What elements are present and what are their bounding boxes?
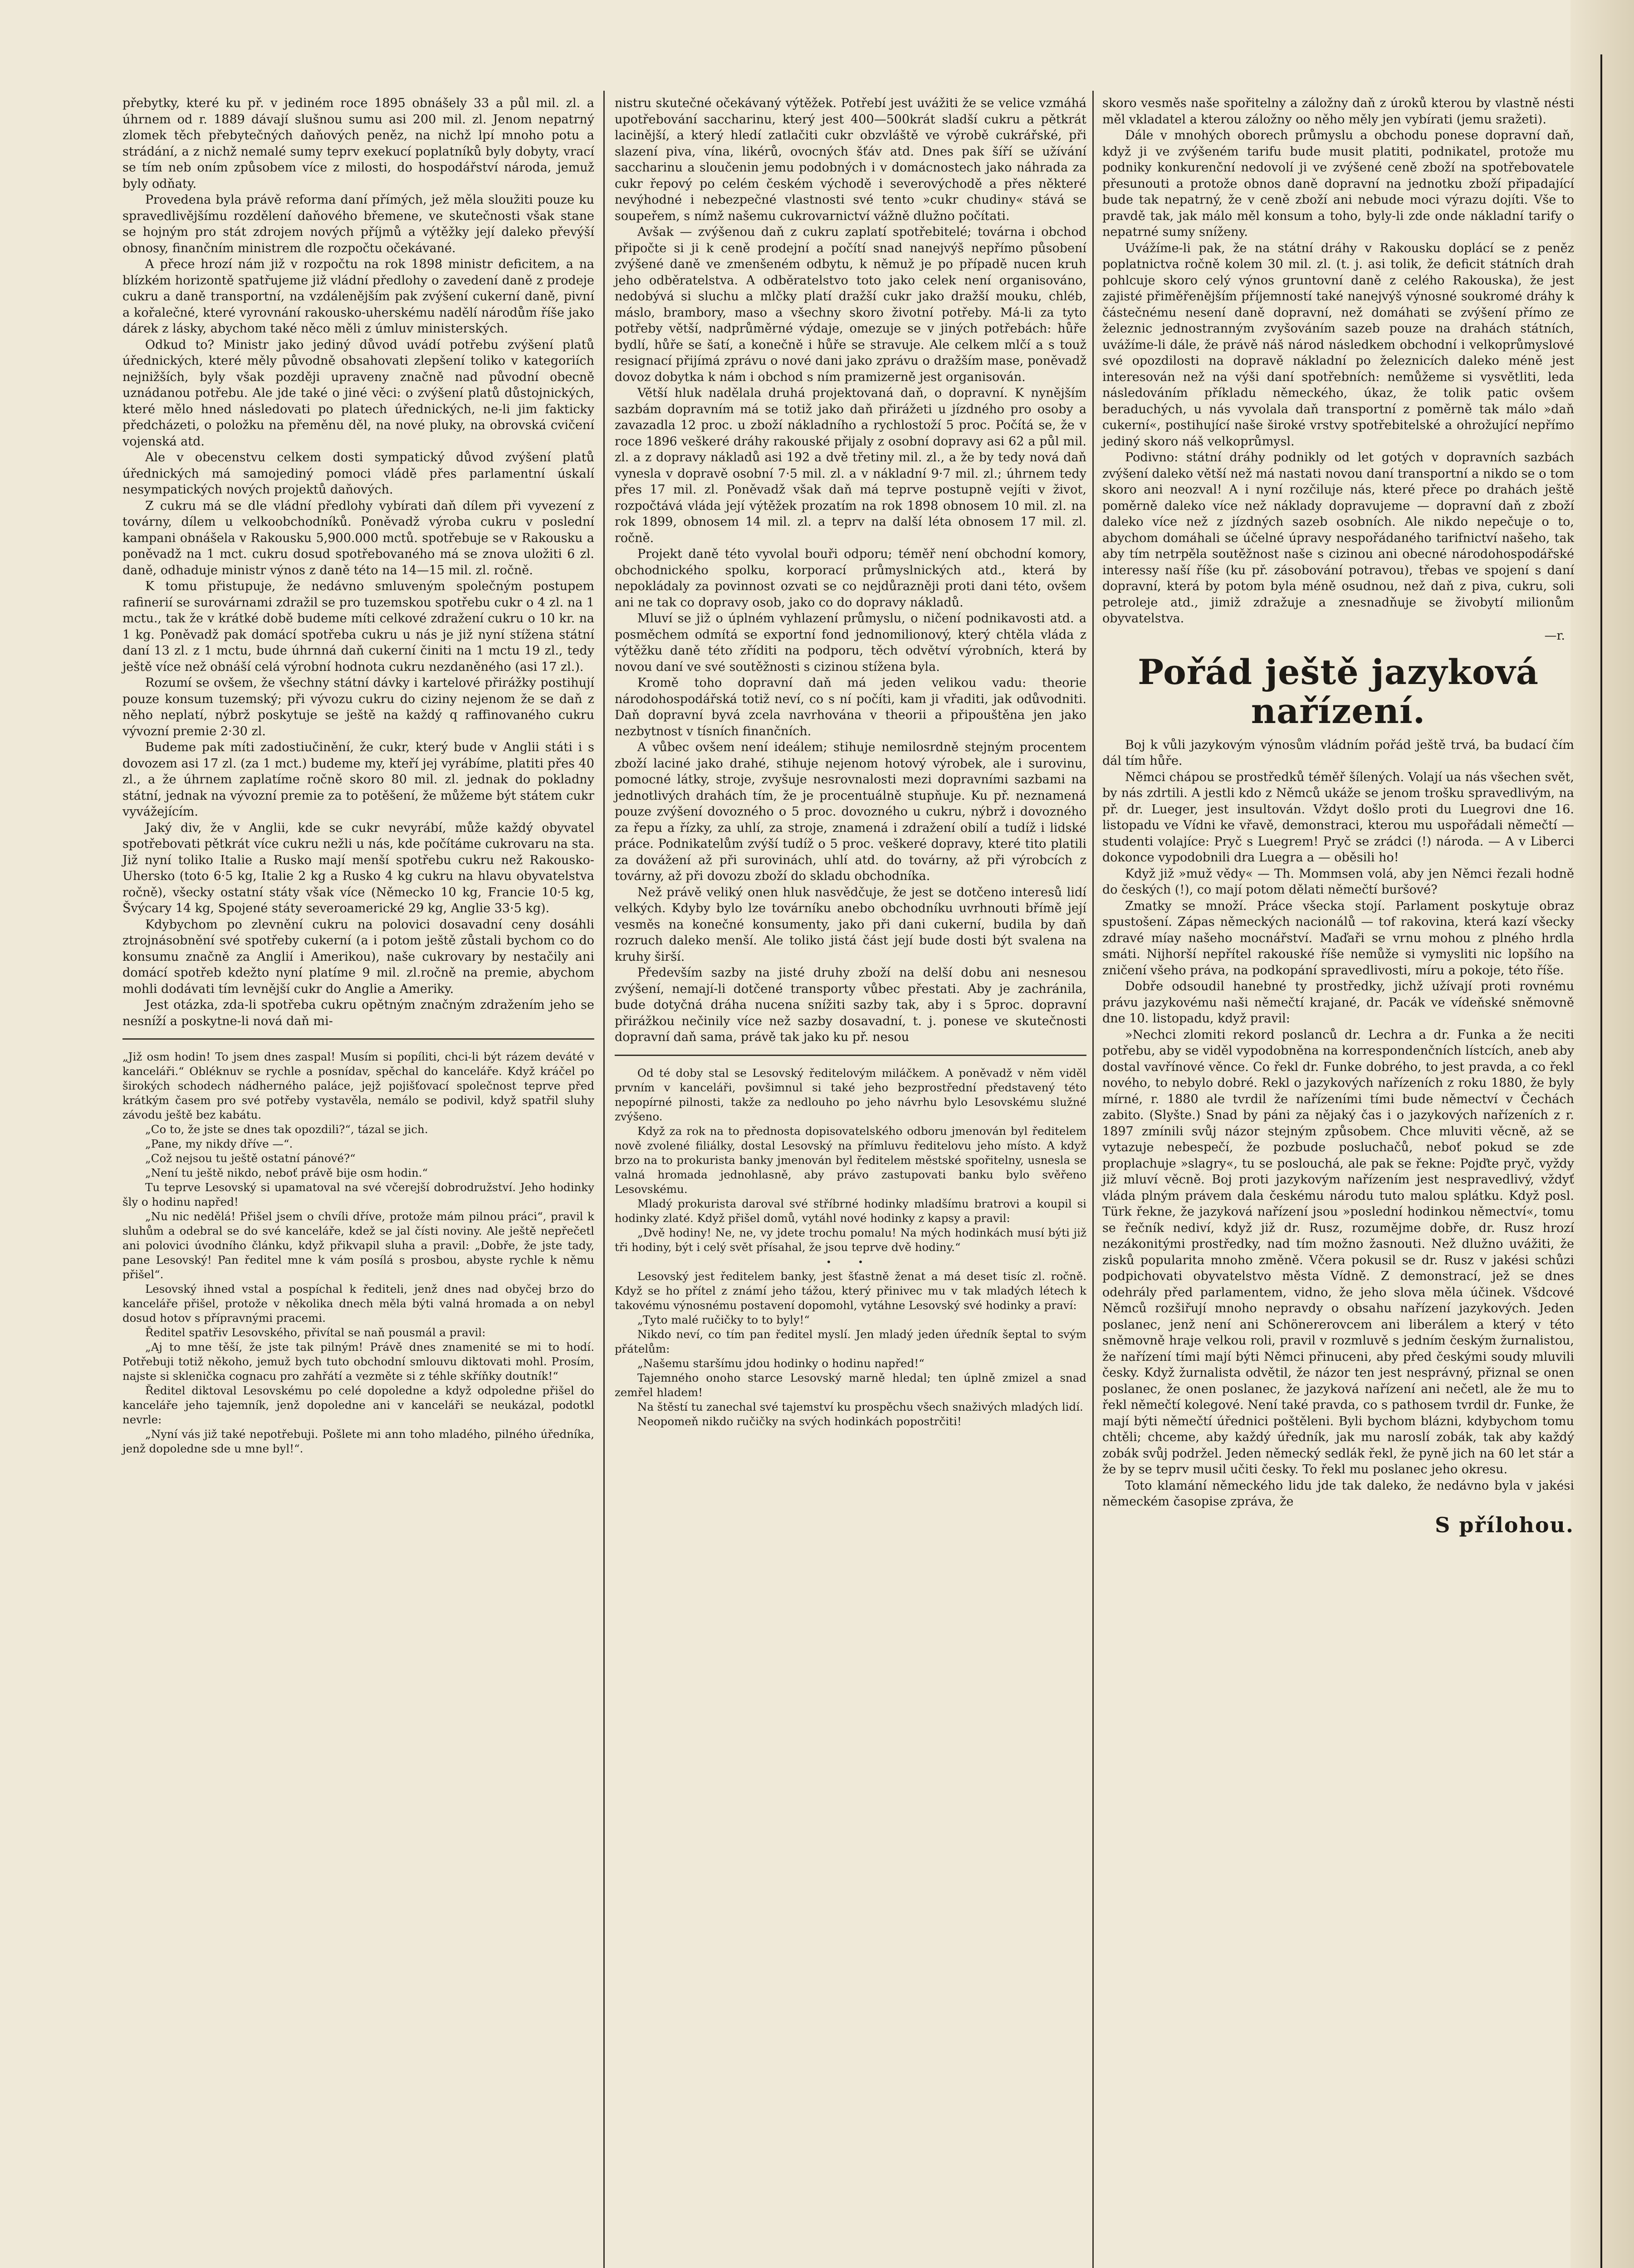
paragraph: „Není tu ještě nikdo, neboť právě bije osm hodin.“ — [145, 1166, 428, 1179]
paragraph: skoro vesměs naše spořitelny a záložny daň z úroků kterou by vlastně nésti měl vkladatel a kterou záložny oo něho měly jen vybírati (jemu sražeti). — [1102, 96, 1574, 127]
paragraph: Jest otázka, zda-li spotřeba cukru opětným značným zdražením jeho se nesníží a poskytne-li nová daň mi- — [122, 998, 594, 1028]
paragraph: »Nechci zlomiti rekord poslanců dr. Lechra a dr. Funka a že neciti potřebu, aby se viděl vypodobněna na korrespondenčních lístcích, aneb aby dostal vavřínové věnce. Co řekl dr. Funke dobrého, to jest pravda, a co řekl nového, to nebylo dobré. Rekl o jazykových nařízeních z roku 1880, že byly mírné, r. 1880 ale tvrdil že nařízeními tími bude němectví v Čechách zabito. (Slyšte.) Snad by páni za nějaký čas i o jazykových nařízeních z r. 1897 zmínili svůj názor stejným způsobem. Chce mluviti věcně, až se vytazuje nebespečí, že pozbude posluchačů, neboť pokud se zde proplachuje »slagry«, tu se poslouchá, ale pak se řekne: Pojďte pryč, vyždy již mluví věcně. Boj proti jazykovým nařízením jest nespravedlivý, vždyť vláda plným právem dala českému národu tuto malou splátku. Když posl. Türk řekne, že jazyková nařízení jsou »poslední hodinkou němectví«, tomu se řečník nediví, když již dr. Rusz, rozumějme dobře, dr. Rusz hrozí nezákonitými prostředky, nad tím možno žasnouti. Než dlužno uvážiti, že zisků popularita mnoho změně. Včera pokusil se dr. Rusz v jakési schůzi podpichovati obyvatelstvo města Vídně. Z demonstrací, jež se dnes odehrály před parlamentem, vidno, že jeho slova měla účinek. Všdcové Němců rozšiřují mnoho nepravdy o obsahu nařízení jazykových. Jeden poslanec, jenž není ani Schönererovcem ani liberálem a který v této sněmovně hraje velkou roli, pravil v rozmluvě s jedním českým žurnalistou, že nařízení tími mají býti Němci přinuceni, aby před českými soudy mluvili česky. Když žurnalista odvětil, že názor ten jest nesprávný, přiznal se onen poslanec, že onen poslanec, že jazyková nařízení ani nečetl, ale že mu to řekl němečtí kolegové. Není také pravda, co s pathosem tvrdil dr. Funke, že mají býti němečtí úřednici poštěleni. Byli bychom blázni, kdybychom tomu chtěli; chceme, aby každý úředník, jak mu naroslí zobák, tak aby každý zobák svůj podržel. Jeden německý sedlák řekl, že pyně jich na 60 let stár a že by se teprv musil učiti česky. To řekl mu poslanec jeho okresu. — [1102, 1027, 1574, 1476]
paragraph: K tomu přistupuje, že nedávno smluveným společným postupem rafinerií se surovárnami zdražil se pro tuzemskou spotřebu cukr o 4 zl. na 1 mctu., tak že v krátké době budeme míti celkové zdražení cukru o 10 kr. na 1 kg. Poněvadž pak domácí spotřeba cukru u nás je již nyní stížena státní daní 13 zl. z 1 mctu, bude úhrnná daň cukerní činiti na 1 mctu 19 zl., tedy ještě více než obnáší celá výrobní hodnota cukru nezdaněného (asi 17 zl.). — [122, 579, 594, 674]
paragraph: Mluví se již o úplném vyhlazení průmyslu, o ničení podnikavosti atd. a posměchem odmítá se exportní fond jednomilionový, který chtěla vláda z výtěžku daně této zříditi na podporu, těch odvětví výrobních, která by novou daní ve své soutěžnosti s cizinou stížena byla. — [615, 611, 1086, 674]
paragraph: Tu teprve Lesovský si upamatoval na své včerejší dobrodružství. Jeho hodinky šly o hodinu napřed! — [122, 1181, 594, 1208]
paragraph: Boj k vůli jazykovým výnosům vládním pořád ještě trvá, ba budací čím dál tím hůře. — [1102, 738, 1574, 768]
feuilleton-rule — [122, 1038, 594, 1040]
article-column-1 — [122, 95, 594, 1029]
column-1 — [122, 95, 594, 1456]
paragraph: Zmatky se množí. Práce všecka stojí. Parlament poskytuje obraz spustošení. Zápas německých nacionálů — tof rakovina, která kazí všecky zdravé míay našeho mocnářství. Maďaři se vrnu mohou z plného hrdla smáti. Nijhorší nepřítel rakouské říše nemůže si vymysliti nic lopšího na zničení všeho práva, na podkopání spravedlivosti, míru a pokoje, této říše. — [1102, 899, 1574, 978]
paragraph: Když již »muž vědy« — Th. Mommsen volá, aby jen Němci řezali hodně do českých (!), co mají potom dělati němečtí buršové? — [1102, 866, 1574, 897]
paragraph: Němci chápou se prostředků téměř šílených. Volají ua nás všechen svět, by nás zdrtili. A jestli kdo z Němců ukáže se jenom trošku spravedlivým, na př. dr. Lueger, jest insultován. Vždyt došlo proti du Luegrovi dne 16. listopadu ve Vídni ke vřavě, demonstraci, kterou mu uspořádali němečtí — studenti volajíce: Pryč s Luegrem! Pryč se zrádci (!) národa. — A v Liberci dokonce vypodobnili dra Luegra a — oběsili ho! — [1102, 770, 1574, 865]
paragraph: A vůbec ovšem není ideálem; stihuje nemilosrdně stejným procentem zboží laciné jako drahé, stihuje nejenom hotový výrobek, ale i surovinu, pomocné látky, stroje, zvyšuje nesrovnalosti mezi dopravními sazbami na jednotlivých drahách tím, že je procentuálně stupňuje. Ku př. neznamená pouze zvýšení dovozného o 5 proc. dovozného u cukru, nýbrž i dovozného za řepu a řízky, za uhlí, za stroje, znamená i zdražení obilí a tudíž i lidské práce. Podnikatelům zvýší tudíž o 5 proc. veškeré dopravy, které tito platili za dovážení až při surovinách, uhlí atd. do továrny, až při výrobcích z továrny, až při dovozu zboží do skladu obchodníka. — [615, 740, 1086, 883]
paragraph: Uvážíme-li pak, že na státní dráhy v Rakousku doplácí se z peněz poplatnictva ročně kolem 30 mil. zl. (t. j. asi tolik, že deficit státních drah pohlcuje skoro celý výnos gruntovní daně z celého Rakouska), že jest zajisté přiměřenějším příjemností také nanejvýš výnosné soukromé dráhy k částečnému nesení daně dopravní, než domáhati se zvýšení přímo ze železnic jednostranným zvyšováním sazeb pouze na drahách státních, uvážíme-li dále, že právě náš národ následkem obchodní i velkoprůmyslové své opozdilosti na dopravě nákladní po železnicích daleko méně jest interesován než na výši daní spotřebních: nemůžeme si vysvětliti, leda následováním příkladu německého, úkaz, že tolik patic ovšem beraduchých, u nás vyvolala daň transportní z poměrně tak málo »daň cukerní«, postihující naše široké vrstvy spotřebitelské a ohrožující nepřímo jediný skoro náš velkoprůmysl. — [1102, 241, 1574, 449]
article-jazykova-narizeni — [1102, 737, 1574, 1510]
paragraph: Ale v obecenstvu celkem dosti sympatický důvod zvýšení platů úřednických má samojediný pomoci vládě přes parlamentní úskalí nesympatických nových projektů daňových. — [122, 450, 594, 497]
paragraph: „Tyto malé ručičky to to byly!“ — [637, 1313, 810, 1326]
feuilleton-column-1 — [122, 1050, 594, 1456]
page-edge — [1570, 0, 1634, 2268]
paragraph: Mladý prokurista daroval své stříbrné hodinky mladšímu bratrovi a koupil si hodinky zlaté. Když přišel domů, vytáhl nové hodinky z kapsy a pravil: — [615, 1197, 1086, 1225]
paragraph: „Našemu staršímu jdou hodinky o hodinu napřed!“ — [637, 1356, 925, 1370]
article-column-2 — [615, 95, 1086, 1046]
paragraph: Rozumí se ovšem, že všechny státní dávky i kartelové přirážky postihují pouze konsum tuzemský; při vývozu cukru do ciziny nejenom že se daň z něho neplatí, nýbrž poskytuje se ještě na každý q raffinovaného cukru vývozní premie 2·30 zl. — [122, 676, 594, 738]
column-3 — [1102, 95, 1574, 1537]
page-edge-line — [1600, 54, 1602, 2268]
paragraph: Budeme pak míti zadostiučinění, že cukr, který bude v Anglii státi i s dovozem asi 17 zl. (za 1 mct.) budeme my, kteří jej vyrábíme, platiti přes 40 zl., a že úhrnem zaplatíme ročně skoro 80 mil. zl. jednak do pokladny státní, jednak na vývozní premie za to potěšení, že můžeme být státem cukr vyvážejícím. — [122, 740, 594, 819]
paragraph: Na štěstí tu zanechal své tajemství ku prospěchu všech snaživých mladých lidí. — [637, 1400, 1083, 1413]
paragraph: přebytky, které ku př. v jediném roce 1895 obnášely 33 a půl mil. zl. a úhrnem od r. 1889 dávají slušnou sumu asi 200 mil. zl. Jenom nepatrný zlomek těch přebytečných daňových peněz, na nichž lpí mnoho potu a strádání, a z nichž nemalé sumy teprv exekucí poplatníků byly dobyty, vrací se tím neb oním způsobem více z milosti, do hospodářství národa, jemuž byly odňaty. — [122, 96, 594, 191]
continued-attachment-note: S přílohou. — [1435, 1512, 1574, 1537]
paragraph: „Což nejsou tu ještě ostatní pánové?“ — [145, 1152, 356, 1165]
paragraph: Z cukru má se dle vládní předlohy vybírati daň dílem při vyvezení z továrny, dílem u velkoobchodníků. Poněvadž výroba cukru v poslední kampani obnášela v Rakousku 5,900.000 mctů. spotřebuje se v Rakousku a poněvadž na 1 mct. cukru dosud spotřebovaného má se znova uložiti 6 zl. daně, odhaduje ministr výnos z daně této na 14—15 mil. zl. ročně. — [122, 499, 594, 577]
paragraph: Ředitel spatřiv Lesovského, přivítal se naň pousmál a pravil: — [145, 1326, 486, 1339]
feuilleton-column-2 — [615, 1066, 1086, 1429]
paragraph: „Dvě hodiny! Ne, ne, vy jdete trochu pomalu! Na mých hodinkách musí býti již tři hodiny, být i celý svět přísahal, že jsou teprve dvě hodiny.“ — [615, 1226, 1086, 1254]
paragraph: Odkud to? Ministr jako jediný důvod uvádí potřebu zvýšení platů úřednických, které měly původně obsahovati zlepšení toliko v kategoriích nejnižších, byly však později upraveny značně nad původní obecně uznádanou potřebu. Ale jde také o jiné věci: o zvýšení platů důstojnických, které mělo hned následovati po platech úřednických, ne-li jim fakticky předcházeti, o položku na přeměnu děl, na nové pluky, na obrovská cvičení vojenská atd. — [122, 337, 594, 449]
paragraph: Nikdo neví, co tím pan ředitel myslí. Jen mladý jeden úředník šeptal to svým přátelům: — [615, 1327, 1086, 1355]
paragraph: Dobře odsoudil hanebné ty prostředky, jichž užívají proti rovnému právu jazykovému naši němečtí krajané, dr. Pacák ve vídeňské sněmovně dne 10. listopadu, když pravil: — [1102, 979, 1574, 1026]
paragraph: Toto klamání německého lidu jde tak daleko, že nedávno byla v jakési německém časopise zpráva, že — [1102, 1478, 1574, 1509]
paragraph: „Aj to mne těší, že jste tak pilným! Právě dnes znamenité se mi to hodí. Potřebuji totiž někoho, jemuž bych tuto obchodní smlouvu diktovati mohl. Prosím, najste si sklenička cognacu pro zahřátí a vezměte si z téhle skříňky doutník!“ — [122, 1340, 594, 1383]
paragraph: Ředitel diktoval Lesovskému po celé dopoledne a když odpoledne přišel do kanceláře jeho tajemník, jenž dopoledne ani v kanceláři se neukázal, podotkl nevrle: — [122, 1384, 594, 1426]
paragraph: Když za rok na to přednosta dopisovatelského odboru jmenován byl ředitelem nově zvolené filiálky, dostal Lesovský na přímluvu ředitelovu jeho místo. A když brzo na to prokurista banky jmenován byl ředitelem městské spořitelny, usnesla se valná hromada jednohlasně, aby právo zastupovati banku bylo svěřeno Lesovskému. — [615, 1124, 1086, 1196]
author-signature: —r. — [1544, 628, 1565, 643]
paragraph: Kdybychom po zlevnění cukru na polovici dosavadní ceny dosáhli ztrojnásobnění své spotřeby cukerní (a i potom ještě zůstali bychom co do konsumu značně za Anglií i Amerikou), naše cukrovary by nestačily ani domácí spotřeb kdežto nyní platíme 9 mil. zl.ročně na premie, abychom mohli dodávati tím levnější cukr do Anglie a Ameriky. — [122, 917, 594, 996]
paragraph: Lesovský jest ředitelem banky, jest šťastně ženat a má deset tisíc zl. ročně. Když se ho přítel z známí jeho tážou, který přinivec mu v tak mladých létech k takovému výnosnému postavení dopomohl, vytáhne Lesovský své hodinky a praví: — [615, 1269, 1086, 1312]
paragraph: Než právě veliký onen hluk nasvědčuje, že jest se dotčeno interesů lidí velkých. Kdyby bylo lze továrníku anebo obchodníku uvrhnouti břímě její vesměs na konečné konsumenty, jako při dani cukerní, budila by daň rozruch daleko menší. Ale toliko jistá část její bude dosti být svalena na kruhy širší. — [615, 885, 1086, 964]
paragraph: Projekt daně této vyvolal bouři odporu; téměř není obchodní komory, obchodnického spolku, korporací průmyslnických atd., která by nepokládaly za povinnost ozvati se co nejdůrazněji proti dani této, ovšem ani ne tak co dopravy osob, jako co do dopravy nákladů. — [615, 547, 1086, 610]
paragraph: Především sazby na jisté druhy zboží na delší dobu ani nesnesou zvýšení, nemají-li dotčené transporty vůbec přestati. Aby je zachránila, bude dotyčná dráha nucena snížiti sazby tak, aby i s 5proc. dopravní přirážkou nečinily více než sazby dosavadní, t. j. ponese ve skutečnosti dopravní daň sama, právě tak jako ku př. nesou — [615, 966, 1086, 1044]
paragraph: Od té doby stal se Lesovský ředitelovým miláčkem. A poněvadž v něm viděl prvním v kanceláři, povšimnul si také jeho bezprostřední představený této nepopírné pilnosti, takže za nedlouho po jeho návrhu bylo Lesovskému služné zvýšeno. — [615, 1066, 1086, 1123]
section-divider-stars: • • — [826, 1256, 875, 1267]
section-title: Pořád ještě jazyková nařízení. — [1137, 651, 1539, 731]
paragraph: „Nu nic nedělá! Přišel jsem o chvíli dříve, protože mám pilnou práci“, pravil k sluhům a odebral se do své kanceláře, kdež se jal čísti noviny. Ale ještě nepřečetl ani polovici úvodního článku, když přikvapil sluha a pravil: „Dobře, že jste tady, pane Lesovský! Pan ředitel mne k vám posílá s prosbou, abyste rychle k němu přišel“. — [122, 1210, 594, 1281]
column-2 — [615, 95, 1086, 1429]
article-column-3 — [1102, 95, 1574, 643]
paragraph: Provedena byla právě reforma daní přímých, jež měla sloužiti pouze ku spravedlivějšímu rozdělení daňového břemene, ve skutečnosti však stane se hojným pro stát zdrojem nových příjmů a výtěžky její daleko převýší obnosy, finančním ministrem dle rozpočtu očekávané. — [122, 193, 594, 255]
paragraph: Tajemného onoho starce Lesovský marně hledal; ten úplně zmizel a snad zemřel hladem! — [615, 1371, 1086, 1399]
paragraph: Kromě toho dopravní daň má jeden velikou vadu: theorie národohospodářská totiž neví, co s ní počíti, kam ji vřaditi, jak odůvodniti. Daň dopravní byvá zcela navrhována v theorii a připouštěna jen jako nezbytnost v tísních finančních. — [615, 676, 1086, 738]
paragraph: Větší hluk nadělala druhá projektovaná daň, o dopravní. K nynějším sazbám dopravním má se totiž jako daň přirážeti u jízdného pro osoby a zavazadla 12 proc. u zboží nákladního a rychlostoží 5 proc. Počítá se, že v roce 1896 veškeré dráhy rakouské přijaly z osobní dopravy asi 62 a půl mil. zl. a z dopravy nákladů asi 192 a dvě třetiny mil. zl., a že by tedy nová daň vynesla v dopravě osobní 7·5 mil. zl. a v nákladní 9·7 mil. zl.; úhrnem tedy přes 17 mil. zl. Poněvadž však daň má teprve postupně vejíti v život, rozpočtává vláda její výtěžek prozatím na rok 1898 obnosem 10 mil. zl. na rok 1899, obnosem 14 mil. zl. a teprv na další léta obnosem 17 mil. zl. ročně. — [615, 386, 1086, 545]
paragraph: „Pane, my nikdy dříve —“. — [145, 1137, 293, 1150]
paragraph: „Co to, že jste se dnes tak opozdili?“, tázal se jich. — [145, 1123, 428, 1136]
paragraph: nistru skutečné očekávaný výtěžek. Potřebí jest uvážiti že se velice vzmáhá upotřebování saccharinu, který jest 400—500krát sladší cukru a pětkrát lacinější, a který hledí zatlačiti cukr obzvláště ve výrobě cukrářské, při slazení piva, vína, likérů, ovocných šťáv atd. Dnes pak šíří se užívání saccharinu a sloučenin jemu podobných i v domácnostech jako náhrada za cukr řepový po celém českém východě i severovýchodě a přes některé nevýhodné i nebezpečné vlastnosti své tento »cukr chudiny« stává se soupeřem, s nímž našemu cukrovarnictví vážně dlužno počítati. — [615, 96, 1086, 223]
paragraph: Podivno: státní dráhy podnikly od let gotých v dopravních sazbách zvýšení daleko větší než má nastati novou daní transportní a nikdo se o tom skoro ani neozval! A i nyní rozčiluje nás, které přece po drahách ještě poměrně daleko více než náklady dopravujeme — dopravní daň z zboží daleko více než z jízdných sazeb osobních. Ale nikdo nepečuje o to, abychom domáhali se účelné úpravy nespořádaného tarifnictví našeho, tak aby tím netrpěla soutěžnost naše s cizinou ani obecné národohospodářské interessy naší říše (ku př. zásobování potravou), třebas ve spojení s daní dopravní, která by potom byla méně osudnou, než daň z piva, cukru, soli petroleje atd., jimiž zdražuje a znesnadňuje se živobytí milionům obyvatelstva. — [1102, 450, 1574, 626]
paragraph: „Nyní vás již také nepotřebuji. Pošlete mi ann toho mladého, pilného úředníka, jenž dopoledne sde u mne byl!“. — [122, 1427, 594, 1455]
column-rule-2 — [1092, 91, 1094, 2268]
paragraph: A přece hrozí nám již v rozpočtu na rok 1898 ministr deficitem, a na blízkém horizontě spatřujeme již vládní předlohy o zavedení daně z prodeje cukru a daně transportní, na vzdálenějším pak zvýšení cukerní daně, pivní a kořalečné, které vyrovnání rakousko-uherskému nadělí národům říše jako dárek z lásky, abychom také něco měli z úmluv ministerských. — [122, 257, 594, 336]
paragraph: Avšak — zvýšenou daň z cukru zaplatí spotřebitelé; továrna i obchod připočte si ji k ceně prodejní a počítí snad nanejvýš nepřímo působení zvýšené daně ve zmenšeném odbytu, k němuž je po případě nucen kruh jeho odběratelstva. A odběratelstvo toto jako celek není organisováno, nedobývá si sluchu a mlčky platí dražší cukr jako dražší mouku, chléb, máslo, brambory, maso a všechny skoro životní potřeby. Má-li za tyto potřeby větší, nadprůměrné výdaje, omezuje se v jiných potřebách: hůře bydlí, hůře se šatí, a konečně i hůře se stravuje. Ale celkem mlčí a s touž resignací přijímá zprávu o nové dani jako zprávu o dražším mase, poněvadž dovoz dobytka k nám i obchod s ním pramizerně jest organisován. — [615, 225, 1086, 384]
paragraph: Jaký div, že v Anglii, kde se cukr nevyrábí, může každý obyvatel spotřebovati pětkrát více cukru nežli u nás, kde počítáme cukrovaru na sta. Již nyní toliko Italie a Rusko mají menší spotřebu cukru než Rakousko-Uhersko (toto 6·5 kg, Italie 2 kg a Rusko 4 kg cukru na hlavu obyvatelstva ročně), všecky ostatní státy však více (Německo 10 kg, Francie 10·5 kg, Švýcary 14 kg, Spojené státy severoamerické 29 kg, Anglie 33·5 kg). — [122, 821, 594, 915]
paragraph: Lesovský ihned vstal a pospíchal k řediteli, jenž dnes nad obyčej brzo do kanceláře přišel, protože v několika dnech měla býti valná hromada a on nebyl dosud hotov s přípravnými pracemi. — [122, 1282, 594, 1325]
column-rule-1 — [603, 91, 605, 2268]
paragraph: Dále v mnohých oborech průmyslu a obchodu ponese dopravní daň, když ji ve zvýšeném tarifu bude musit platiti, podnikatel, protože mu podniky konkurenční nedovolí ji ve zvýšené ceně zboží na spotřebovatele přesunouti a protože obnos daně dopravní na jednotku zboží připadající bude tak nepatrný, že v ceně zboží ani nebude moci výrazu dojíti. Vše to pravdě tak, jak málo měl konsum a toho, byly-li zde onde nákladní tarify o nepatrné sumy sníženy. — [1102, 128, 1574, 239]
feuilleton-rule — [615, 1055, 1086, 1056]
paragraph: Neopomeň nikdo ručičky na svých hodinkách popostrčiti! — [637, 1414, 962, 1428]
paragraph: „Již osm hodin! To jsem dnes zaspal! Musím si popíliti, chci-li být rázem deváté v kanceláři.“ Obléknuv se rychle a posnídav, spěchal do kanceláře. Když kráčel po širokých schodech nádherného paláce, jejž pojišťovací společnost teprve před krátkým časem pro své potřeby vystavěla, nemálo se podivil, když spatřil sluhy závodu ještě bez kabátu. — [122, 1050, 594, 1121]
